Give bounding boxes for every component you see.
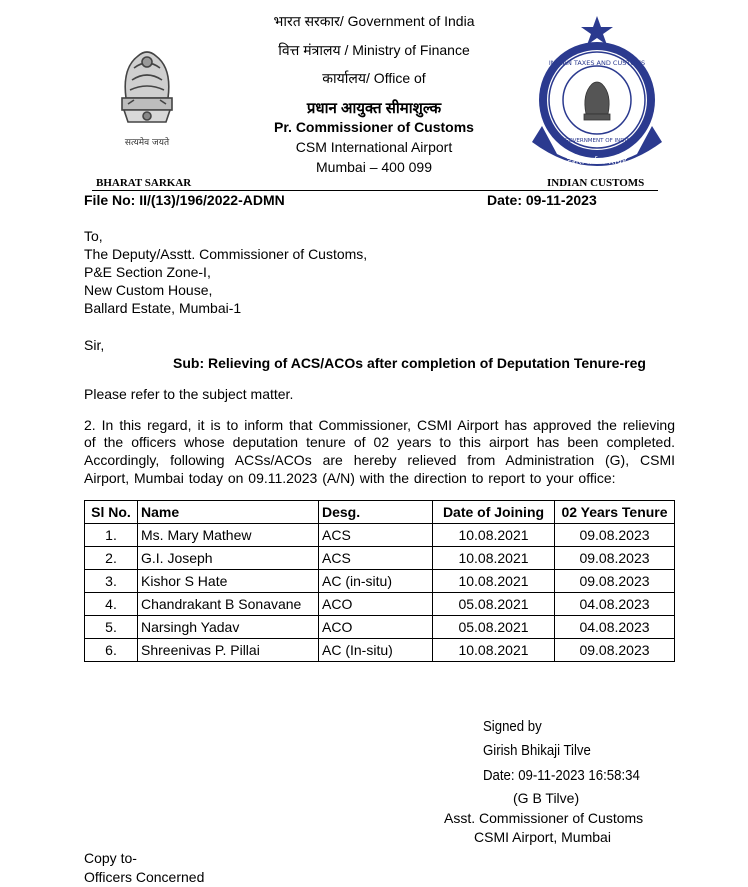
cell-tenure: 09.08.2023 xyxy=(555,570,675,593)
signed-date: Date: 09-11-2023 16:58:34 xyxy=(483,767,640,784)
header-line-commissioner: Pr. Commissioner of Customs xyxy=(274,119,474,135)
cell-date-of-joining: 10.08.2021 xyxy=(433,524,555,547)
cell-name: Chandrakant B Sonavane xyxy=(138,593,319,616)
address-line: To, xyxy=(84,228,103,244)
cell-designation: ACO xyxy=(319,593,433,616)
header-date-of-joining: Date of Joining xyxy=(433,501,555,524)
subject-line: Sub: Relieving of ACS/ACOs after completion of Deputation Tenure-reg xyxy=(173,355,646,371)
header-divider xyxy=(92,190,658,191)
seal-top-text: INDIAN TAXES AND CUSTOMS xyxy=(548,59,646,67)
signatory-office: CSMI Airport, Mumbai xyxy=(474,829,611,845)
paragraph-2-line: 2. In this regard, it is to inform that Commissioner, CSMI Airport has approved the relieving xyxy=(84,417,675,433)
header-designation: Desg. xyxy=(319,501,433,524)
emblem-motto: सत्यमेव जयते xyxy=(124,138,170,148)
cell-sl-no: 6. xyxy=(85,639,138,662)
header-line-ministry: वित्त मंत्रालय / Ministry of Finance xyxy=(278,42,470,58)
header-line-govt: भारत सरकार/ Government of India xyxy=(273,13,475,29)
letter-date: Date: 09-11-2023 xyxy=(487,192,597,208)
table-row xyxy=(85,547,675,570)
cell-name: Kishor S Hate xyxy=(138,570,319,593)
cell-sl-no: 4. xyxy=(85,593,138,616)
address-line: P&E Section Zone-I, xyxy=(84,264,211,280)
table-row xyxy=(85,570,675,593)
header-line-airport: CSM International Airport xyxy=(295,139,453,155)
cell-tenure: 09.08.2023 xyxy=(555,639,675,662)
cell-designation: ACS xyxy=(319,524,433,547)
table-row xyxy=(85,524,675,547)
table-header-row xyxy=(85,501,675,524)
cell-designation: ACS xyxy=(319,547,433,570)
address-line: New Custom House, xyxy=(84,282,213,298)
cell-sl-no: 5. xyxy=(85,616,138,639)
cell-sl-no: 1. xyxy=(85,524,138,547)
cell-designation: ACO xyxy=(319,616,433,639)
cell-date-of-joining: 05.08.2021 xyxy=(433,616,555,639)
table-row xyxy=(85,616,675,639)
seal-hindi-motto: देशसेवार्थ करसंग्रह xyxy=(567,157,627,167)
header-line-city: Mumbai – 400 099 xyxy=(316,159,432,175)
table-row xyxy=(85,593,675,616)
paragraph-2-line: of the officers whose deputation tenure of 02 years to this airport has been completed. xyxy=(84,434,675,450)
cell-date-of-joining: 10.08.2021 xyxy=(433,570,555,593)
copy-to-recipients: Officers Concerned xyxy=(84,869,205,885)
caption-indian-customs: INDIAN CUSTOMS xyxy=(547,177,645,189)
table-row xyxy=(85,639,675,662)
file-number: File No: II/(13)/196/2022-ADMN xyxy=(84,192,285,208)
cell-tenure: 04.08.2023 xyxy=(555,616,675,639)
address-line: Ballard Estate, Mumbai-1 xyxy=(84,300,242,316)
copy-to-label: Copy to- xyxy=(84,850,137,866)
header-line-hindi-title: प्रधान आयुक्त सीमाशुल्क xyxy=(306,100,442,117)
header-name: Name xyxy=(138,501,319,524)
officers-table xyxy=(84,500,675,662)
cell-sl-no: 2. xyxy=(85,547,138,570)
cell-name: Ms. Mary Mathew xyxy=(138,524,319,547)
signatory-designation: Asst. Commissioner of Customs xyxy=(444,810,644,826)
cell-tenure: 09.08.2023 xyxy=(555,547,675,570)
cell-name: G.I. Joseph xyxy=(138,547,319,570)
cell-name: Shreenivas P. Pillai xyxy=(138,639,319,662)
cell-date-of-joining: 10.08.2021 xyxy=(433,547,555,570)
address-line: The Deputy/Asstt. Commissioner of Customs, xyxy=(84,246,368,262)
cell-tenure: 04.08.2023 xyxy=(555,593,675,616)
paragraph-1: Please refer to the subject matter. xyxy=(84,386,294,402)
signatory-name: (G B Tilve) xyxy=(513,790,580,806)
salutation: Sir, xyxy=(84,337,105,353)
cell-date-of-joining: 05.08.2021 xyxy=(433,593,555,616)
paragraph-2-line: Airport, Mumbai today on 09.11.2023 (A/N) with the direction to report to your office: xyxy=(84,470,616,486)
header-tenure: 02 Years Tenure xyxy=(555,501,675,524)
signed-by-label: Signed by xyxy=(483,718,542,735)
cell-designation: AC (In-situ) xyxy=(319,639,433,662)
cell-sl-no: 3. xyxy=(85,570,138,593)
cell-designation: AC (in-situ) xyxy=(319,570,433,593)
paragraph-2-line: Accordingly, following ACSs/ACOs are hereby relieved from Administration (G), CSMI xyxy=(84,452,675,468)
caption-bharat-sarkar: BHARAT SARKAR xyxy=(96,177,192,189)
signer-name: Girish Bhikaji Tilve xyxy=(483,742,591,759)
seal-bottom-text: GOVERNMENT OF INDIA xyxy=(564,138,630,144)
cell-date-of-joining: 10.08.2021 xyxy=(433,639,555,662)
header-sl-no: Sl No. xyxy=(85,501,138,524)
cell-tenure: 09.08.2023 xyxy=(555,524,675,547)
header-line-office: कार्यालय/ Office of xyxy=(322,70,426,86)
cell-name: Narsingh Yadav xyxy=(138,616,319,639)
